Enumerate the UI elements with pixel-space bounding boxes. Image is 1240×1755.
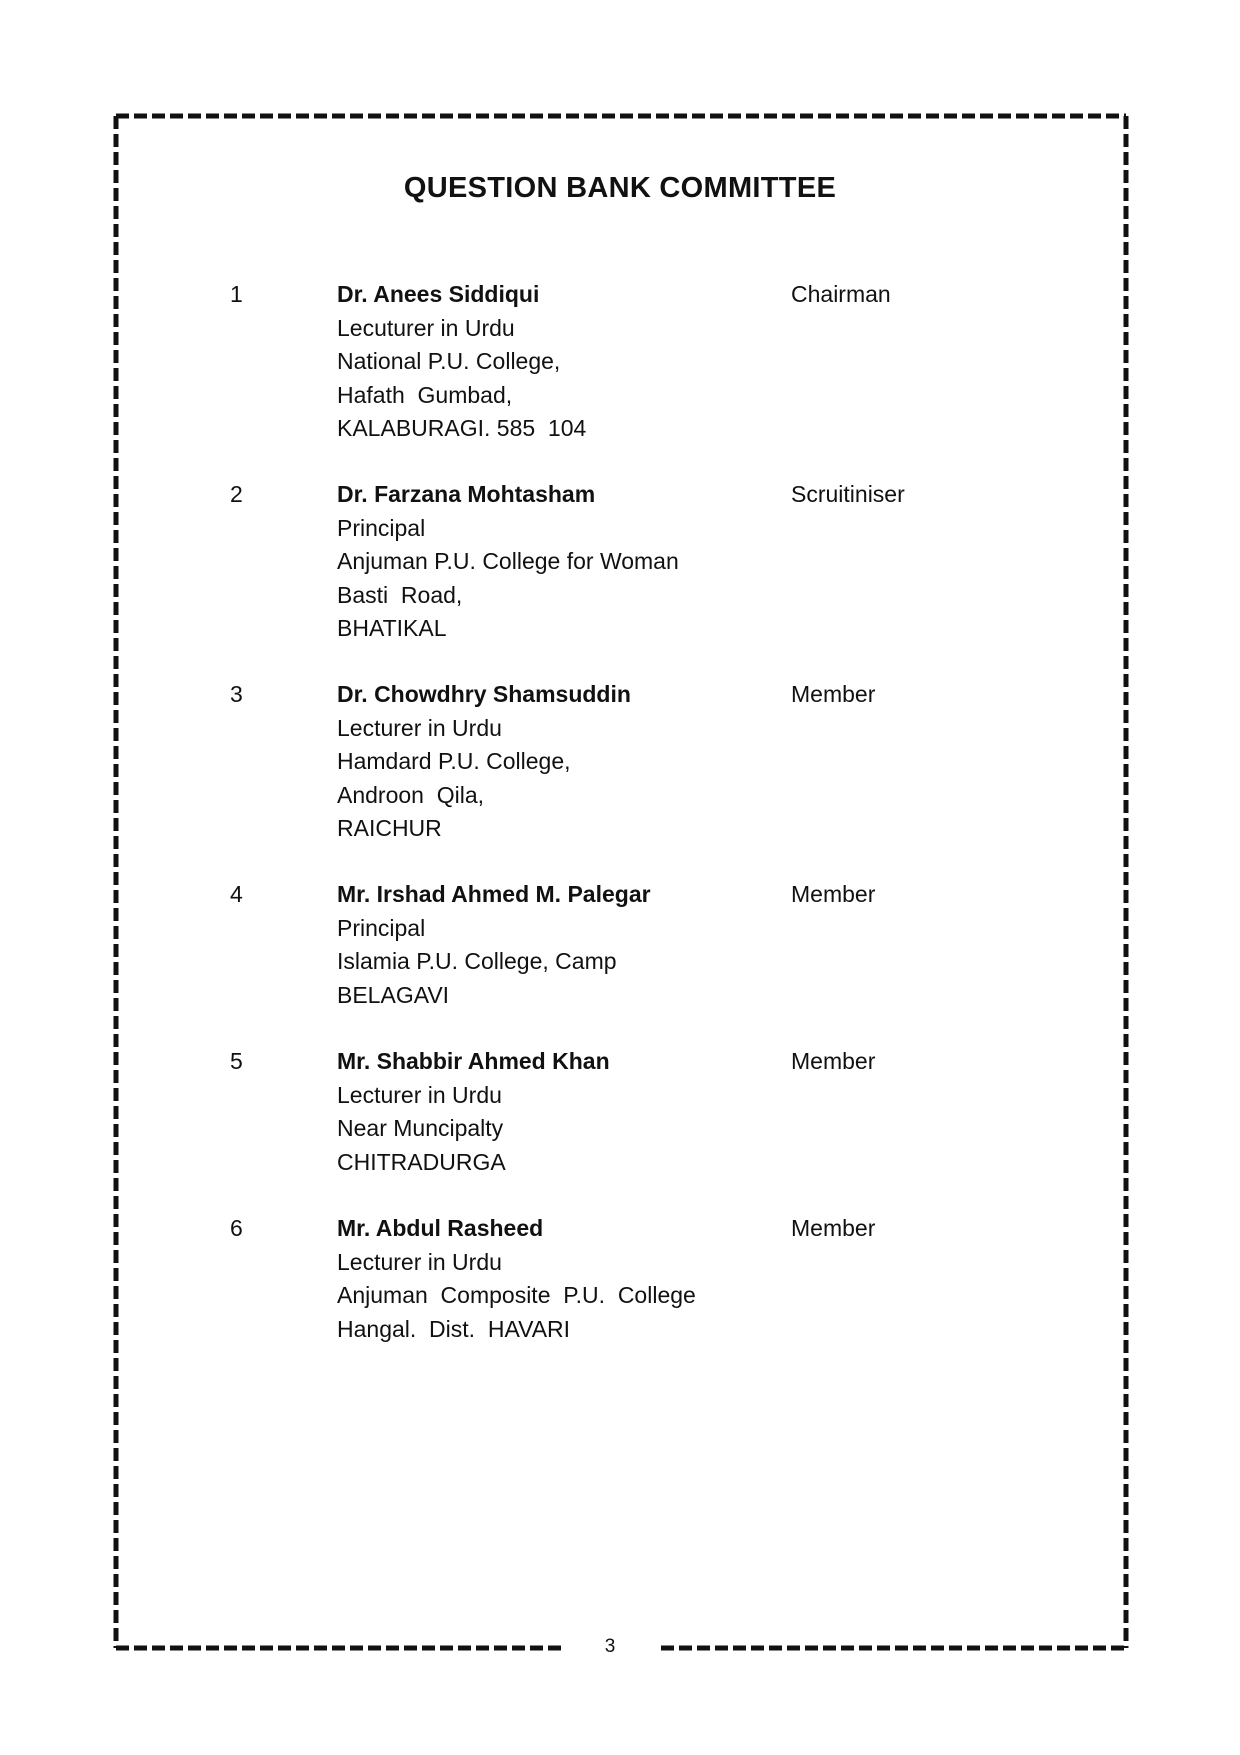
member-role: Member: [791, 881, 876, 907]
member-role: Chairman: [791, 281, 891, 307]
member-detail-line: National P.U. College,: [337, 348, 561, 374]
member-details: [337, 678, 631, 846]
member-details: [337, 478, 679, 646]
member-number: 6: [230, 1215, 243, 1241]
member-detail-line: Islamia P.U. College, Camp: [337, 948, 617, 974]
member-detail-line: Anjuman Composite P.U. College: [337, 1282, 696, 1308]
member-detail-line: Hangal. Dist. HAVARI: [337, 1315, 571, 1342]
member-details: [337, 278, 586, 446]
member-name: Mr. Shabbir Ahmed Khan: [337, 1048, 610, 1074]
member-detail-line: Androon Qila,: [337, 781, 485, 808]
member-detail-line: Lecuturer in Urdu: [337, 314, 515, 341]
member-name: Dr. Anees Siddiqui: [337, 281, 540, 307]
member-role: Member: [791, 1048, 876, 1074]
member-number: 3: [230, 681, 243, 707]
member-name: Dr. Farzana Mohtasham: [337, 481, 596, 507]
member-detail-line: BHATIKAL: [337, 615, 447, 641]
member-details: [337, 878, 651, 1012]
member-detail-line: Anjuman P.U. College for Woman: [337, 548, 679, 574]
page-number: 3: [604, 1636, 616, 1657]
member-number: 4: [230, 881, 243, 907]
member-name: Dr. Chowdhry Shamsuddin: [337, 681, 631, 707]
member-detail-line: Principal: [337, 914, 426, 941]
member-role: Scruitiniser: [791, 481, 905, 507]
member-detail-line: Basti Road,: [337, 581, 463, 608]
member-number: 2: [230, 481, 243, 507]
member-details: [337, 1212, 696, 1346]
member-detail-line: Hafath Gumbad,: [337, 381, 513, 408]
page-title: QUESTION BANK COMMITTEE: [403, 172, 837, 204]
member-detail-line: KALABURAGI. 585 104: [337, 415, 587, 441]
member-detail-line: Hamdard P.U. College,: [337, 748, 571, 774]
member-name: Mr. Abdul Rasheed: [337, 1215, 544, 1241]
member-detail-line: CHITRADURGA: [337, 1148, 506, 1175]
member-number: 5: [230, 1048, 243, 1074]
member-role: Member: [791, 681, 876, 707]
member-detail-line: Principal: [337, 514, 426, 541]
member-number: 1: [230, 281, 243, 307]
member-name: Mr. Irshad Ahmed M. Palegar: [337, 881, 651, 907]
member-role: Member: [791, 1215, 876, 1241]
member-detail-line: Lecturer in Urdu: [337, 1081, 502, 1108]
member-detail-line: RAICHUR: [337, 815, 442, 841]
member-details: [337, 1045, 610, 1179]
member-detail-line: BELAGAVI: [337, 981, 450, 1008]
member-detail-line: Near Muncipalty: [337, 1115, 504, 1141]
member-detail-line: Lecturer in Urdu: [337, 1248, 502, 1275]
member-detail-line: Lecturer in Urdu: [337, 714, 502, 741]
